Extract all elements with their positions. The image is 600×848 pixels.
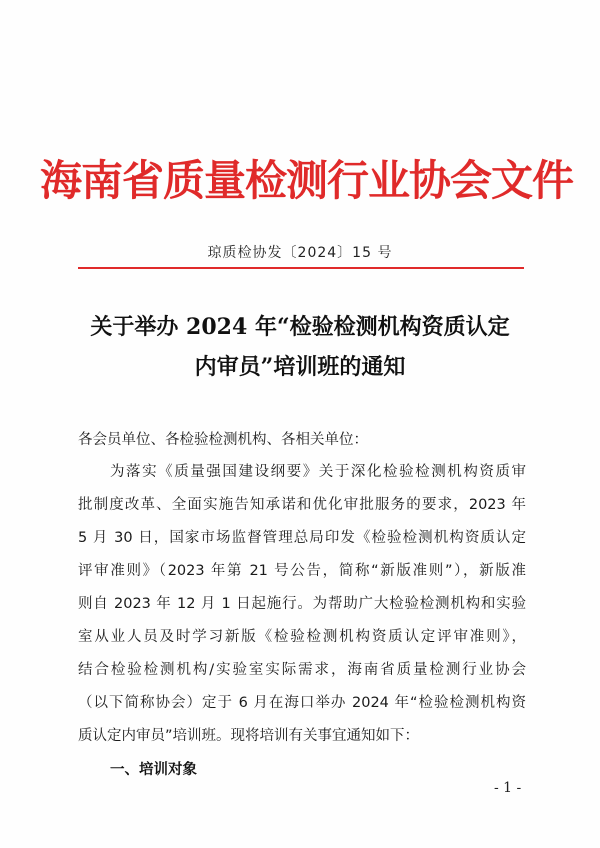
salutation: 各会员单位、各检验检测机构、各相关单位： [78,432,368,448]
paragraph-line: 批制度改革、全面实施告知承诺和优化审批服务的要求，2023 年 [78,497,526,513]
paragraph-line: 则自 2023 年 12 月 1 日起施行。为帮助广大检验检测机构和实验 [78,596,526,612]
document-number: 琼质检协发〔2024〕15 号 [207,245,393,261]
notice-title-line-1: 关于举办 2024 年“检验检测机构资质认定 [90,314,510,340]
paragraph-line: 室从业人员及时学习新版《检验检测机构资质认定评审准则》， [78,629,526,645]
paragraph-line: 为落实《质量强国建设纲要》关于深化检验检测机构资质审 [110,464,526,480]
paragraph-line: 质认定内审员”培训班。现将培训有关事宜通知如下： [78,728,420,744]
paragraph-line: 评审准则》（2023 年第 21 号公告，简称“新版准则”），新版准 [78,563,526,579]
paragraph-line: （以下简称协会）定于 6 月在海口举办 2024 年“检验检测机构资 [78,695,526,711]
paragraph-line: 结合检验检测机构/实验室实际需求，海南省质量检测行业协会 [78,662,526,678]
paragraph-line: 5 月 30 日，国家市场监督管理总局印发《检验检测机构资质认定 [78,530,526,546]
document-header-title: 海南省质量检测行业协会文件 [40,156,574,205]
page-number: - 1 - [494,780,522,796]
notice-title-line-2: 内审员”培训班的通知 [194,354,406,380]
section-heading: 一、培训对象 [110,762,197,778]
red-divider-line [78,267,524,269]
